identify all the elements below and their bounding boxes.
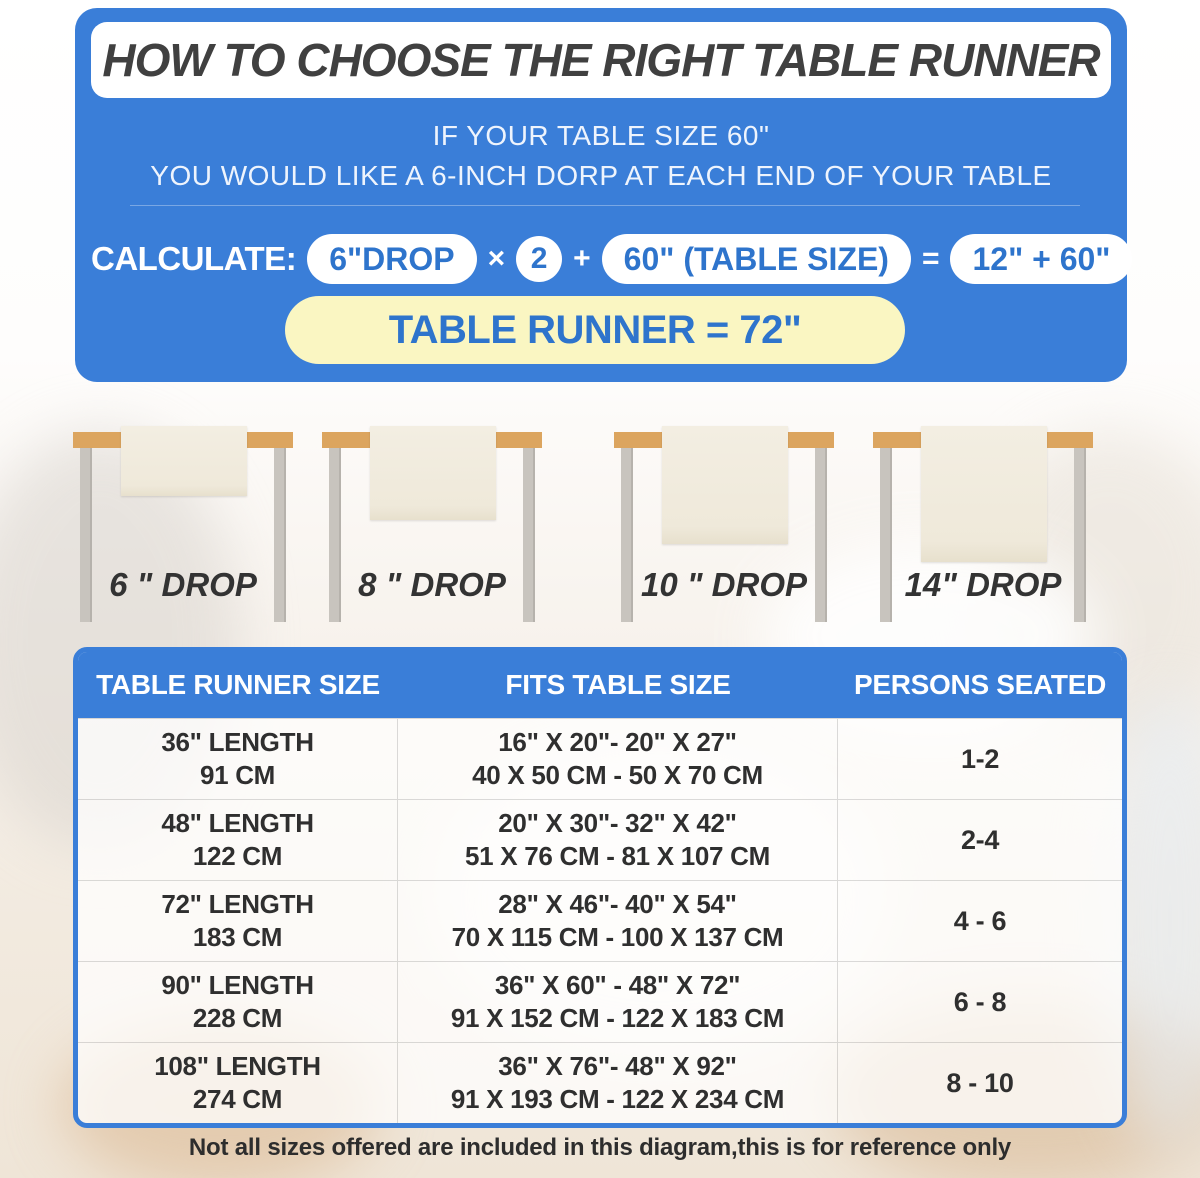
table-runner-illustration [662, 426, 788, 544]
runner-size-cell [78, 1043, 398, 1123]
fits-inches: 20" X 30"- 32" X 42" [498, 808, 737, 838]
drop-label: 8 " DROP [358, 566, 506, 603]
instruction-panel [75, 8, 1127, 382]
fits-cm: 70 X 115 CM - 100 X 137 CM [451, 922, 784, 952]
persons-cell [838, 800, 1122, 880]
table-runner-illustration [121, 426, 247, 496]
table-row [78, 880, 1122, 961]
persons-cell [838, 719, 1122, 799]
table-drop-figure-14 [873, 424, 1093, 628]
size-cm: 228 CM [192, 1003, 283, 1033]
fits-table-cell [398, 962, 838, 1042]
table-row [78, 799, 1122, 880]
persons-count: 1-2 [960, 743, 1000, 774]
reference-footnote: Not all sizes offered are included in this diagram,this is for reference only [188, 1134, 1012, 1161]
table-size-pill: 60" (TABLE SIZE) [602, 234, 911, 284]
subtitle-line2: YOU WOULD LIKE A 6-INCH DORP AT EACH END OF YOUR TABLE [150, 160, 1052, 191]
drop-label: 10 " DROP [640, 566, 808, 603]
persons-cell [838, 962, 1122, 1042]
fits-table-cell [398, 719, 838, 799]
size-cm: 183 CM [192, 922, 283, 952]
fits-inches: 36" X 60" - 48" X 72" [494, 970, 741, 1000]
table-runner-illustration [370, 426, 496, 520]
fits-cm: 91 X 193 CM - 122 X 234 CM [450, 1084, 785, 1114]
table-row [78, 961, 1122, 1042]
subtitle-line1: IF YOUR TABLE SIZE 60" [432, 120, 770, 151]
size-cm: 91 CM [199, 760, 276, 790]
fits-cm: 91 X 152 CM - 122 X 183 CM [450, 1003, 785, 1033]
drop-label: 14" DROP [904, 566, 1062, 603]
column-header-fits-table: FITS TABLE SIZE [505, 669, 731, 700]
table-row [78, 718, 1122, 799]
table-drop-figure-10 [614, 424, 834, 628]
runner-size-cell [78, 881, 398, 961]
fits-table-cell [398, 881, 838, 961]
table-drop-figure-6 [73, 424, 293, 628]
page-title: HOW TO CHOOSE THE RIGHT TABLE RUNNER [102, 34, 1100, 86]
runner-size-cell [78, 962, 398, 1042]
result-banner [285, 296, 905, 364]
calculate-label: CALCULATE: [91, 240, 297, 277]
runner-size-cell [78, 719, 398, 799]
size-cm: 274 CM [192, 1084, 283, 1114]
size-inches: 72" LENGTH [161, 889, 314, 919]
persons-count: 4 - 6 [953, 905, 1007, 936]
runner-size-cell [78, 800, 398, 880]
fits-cm: 51 X 76 CM - 81 X 107 CM [465, 841, 770, 871]
size-inches: 36" LENGTH [161, 727, 314, 757]
calculation-formula [91, 234, 1111, 284]
fits-inches: 16" X 20"- 20" X 27" [498, 727, 737, 757]
size-chart-table [73, 647, 1127, 1128]
persons-cell [838, 881, 1122, 961]
table-runner-illustration [921, 426, 1047, 562]
drop-value-pill: 6"DROP [307, 234, 476, 284]
column-header-persons: PERSONS SEATED [854, 669, 1106, 700]
fits-table-cell [398, 1043, 838, 1123]
fits-table-cell [398, 800, 838, 880]
result-banner-text: TABLE RUNNER = 72" [388, 307, 802, 352]
table-row [78, 1042, 1122, 1123]
title-banner [91, 22, 1111, 98]
plus-operator: + [573, 242, 591, 275]
persons-count: 8 - 10 [946, 1067, 1014, 1098]
size-inches: 90" LENGTH [161, 970, 314, 1000]
persons-cell [838, 1043, 1122, 1123]
column-header-runner-size: TABLE RUNNER SIZE [96, 669, 380, 700]
fits-cm: 40 X 50 CM - 50 X 70 CM [472, 760, 763, 790]
size-inches: 48" LENGTH [161, 808, 314, 838]
multiplier-circle: 2 [516, 236, 562, 282]
panel-divider [130, 205, 1080, 206]
fits-inches: 28" X 46"- 40" X 54" [498, 889, 737, 919]
sum-pill: 12" + 60" [950, 234, 1132, 284]
size-cm: 122 CM [192, 841, 283, 871]
multiply-operator: × [487, 242, 506, 275]
persons-count: 2-4 [960, 824, 1000, 855]
size-inches: 108" LENGTH [154, 1051, 321, 1081]
fits-inches: 36" X 76"- 48" X 92" [498, 1051, 737, 1081]
equals-operator: = [921, 242, 940, 275]
persons-count: 6 - 8 [953, 986, 1007, 1017]
table-drop-figure-8 [322, 424, 542, 628]
size-chart-header-row [78, 652, 1122, 718]
drop-label: 6 " DROP [109, 566, 257, 603]
